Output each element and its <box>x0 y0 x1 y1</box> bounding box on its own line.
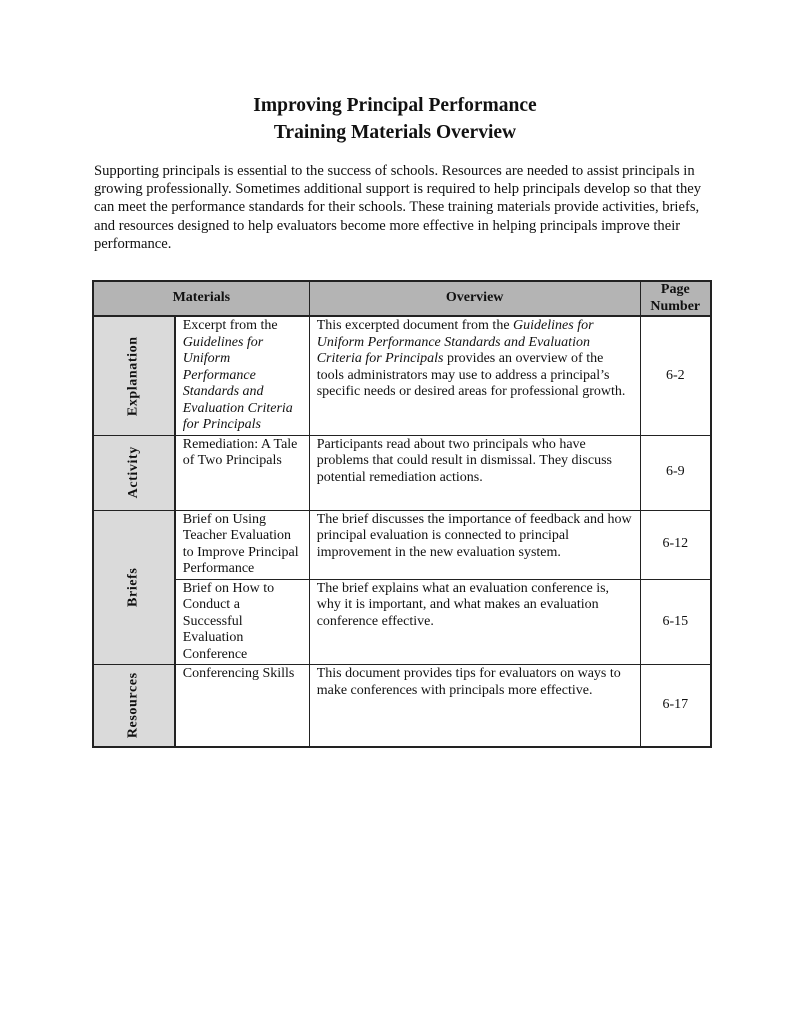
document-title: Improving Principal Performance <box>253 95 537 116</box>
material-italic-text: Guidelines for Uniform Performance Standards and Evaluation Criteria for Principals <box>182 334 293 432</box>
intro-paragraph <box>94 162 714 253</box>
material-cell: Remediation: A Tale of Two Principals <box>175 435 309 510</box>
table-row <box>93 316 711 435</box>
material-cell: Brief on Using Teacher Evaluation to Improve Principal Performance <box>175 510 309 579</box>
header-materials: Materials <box>93 281 309 316</box>
overview-text-suffix: provides an overview of the tools administrators may use to address a principal’s specific needs or desired areas for professional growth. <box>316 351 626 399</box>
category-explanation <box>93 316 175 435</box>
category-label: Briefs <box>125 567 141 607</box>
category-resources <box>93 665 175 747</box>
overview-cell: The brief explains what an evaluation conference is, why it is important, and what makes an evaluation conference effective. <box>309 579 640 665</box>
category-label: Activity <box>125 446 141 499</box>
table-row <box>93 435 711 510</box>
document-subtitle: Training Materials Overview <box>273 122 517 143</box>
page-number-cell: 6-9 <box>640 435 711 510</box>
page-number-cell: 6-12 <box>640 510 711 579</box>
overview-text: This excerpted document from the <box>316 318 514 333</box>
header-page-number <box>640 281 711 316</box>
overview-cell: The brief discusses the importance of feedback and how principal evaluation is connected to principal improvement in the new evaluation system. <box>309 510 640 579</box>
table-row <box>93 510 711 579</box>
page-number-cell: 6-15 <box>640 579 711 665</box>
material-text: Excerpt from the <box>182 318 278 333</box>
overview-italic-text: Guidelines for Uniform Performance Standards and Evaluation Criteria for Principals <box>316 318 594 366</box>
table-row <box>93 579 711 665</box>
page-number-cell: 6-17 <box>640 665 711 747</box>
header-page-line2: Number <box>650 298 701 314</box>
table-header-row <box>93 281 711 316</box>
overview-cell: Participants read about two principals who have problems that could result in dismissal. They discuss potential remediation actions. <box>309 435 640 510</box>
table-row <box>93 665 711 747</box>
materials-table <box>92 280 712 748</box>
category-label: Explanation <box>125 335 141 416</box>
category-activity <box>93 435 175 510</box>
header-overview: Overview <box>309 281 640 316</box>
intro-text: Supporting principals is essential to the success of schools. Resources are needed to assist principals in growing professionally. Sometimes additional support is required to help principals develop so that they can meet the performance standards for their schools. These training materials provide activities, briefs, and resources designed to help evaluators become more effective in helping principals improve their performance. <box>94 163 702 252</box>
category-label: Resources <box>125 672 141 739</box>
material-cell <box>175 316 309 435</box>
overview-cell: This document provides tips for evaluators on ways to make conferences with principals more effective. <box>309 665 640 747</box>
category-briefs <box>93 510 175 665</box>
material-cell: Brief on How to Conduct a Successful Evaluation Conference <box>175 579 309 665</box>
overview-cell <box>309 316 640 435</box>
page-number-cell: 6-2 <box>640 316 711 435</box>
header-page-line1: Page <box>660 282 690 297</box>
material-cell: Conferencing Skills <box>175 665 309 747</box>
